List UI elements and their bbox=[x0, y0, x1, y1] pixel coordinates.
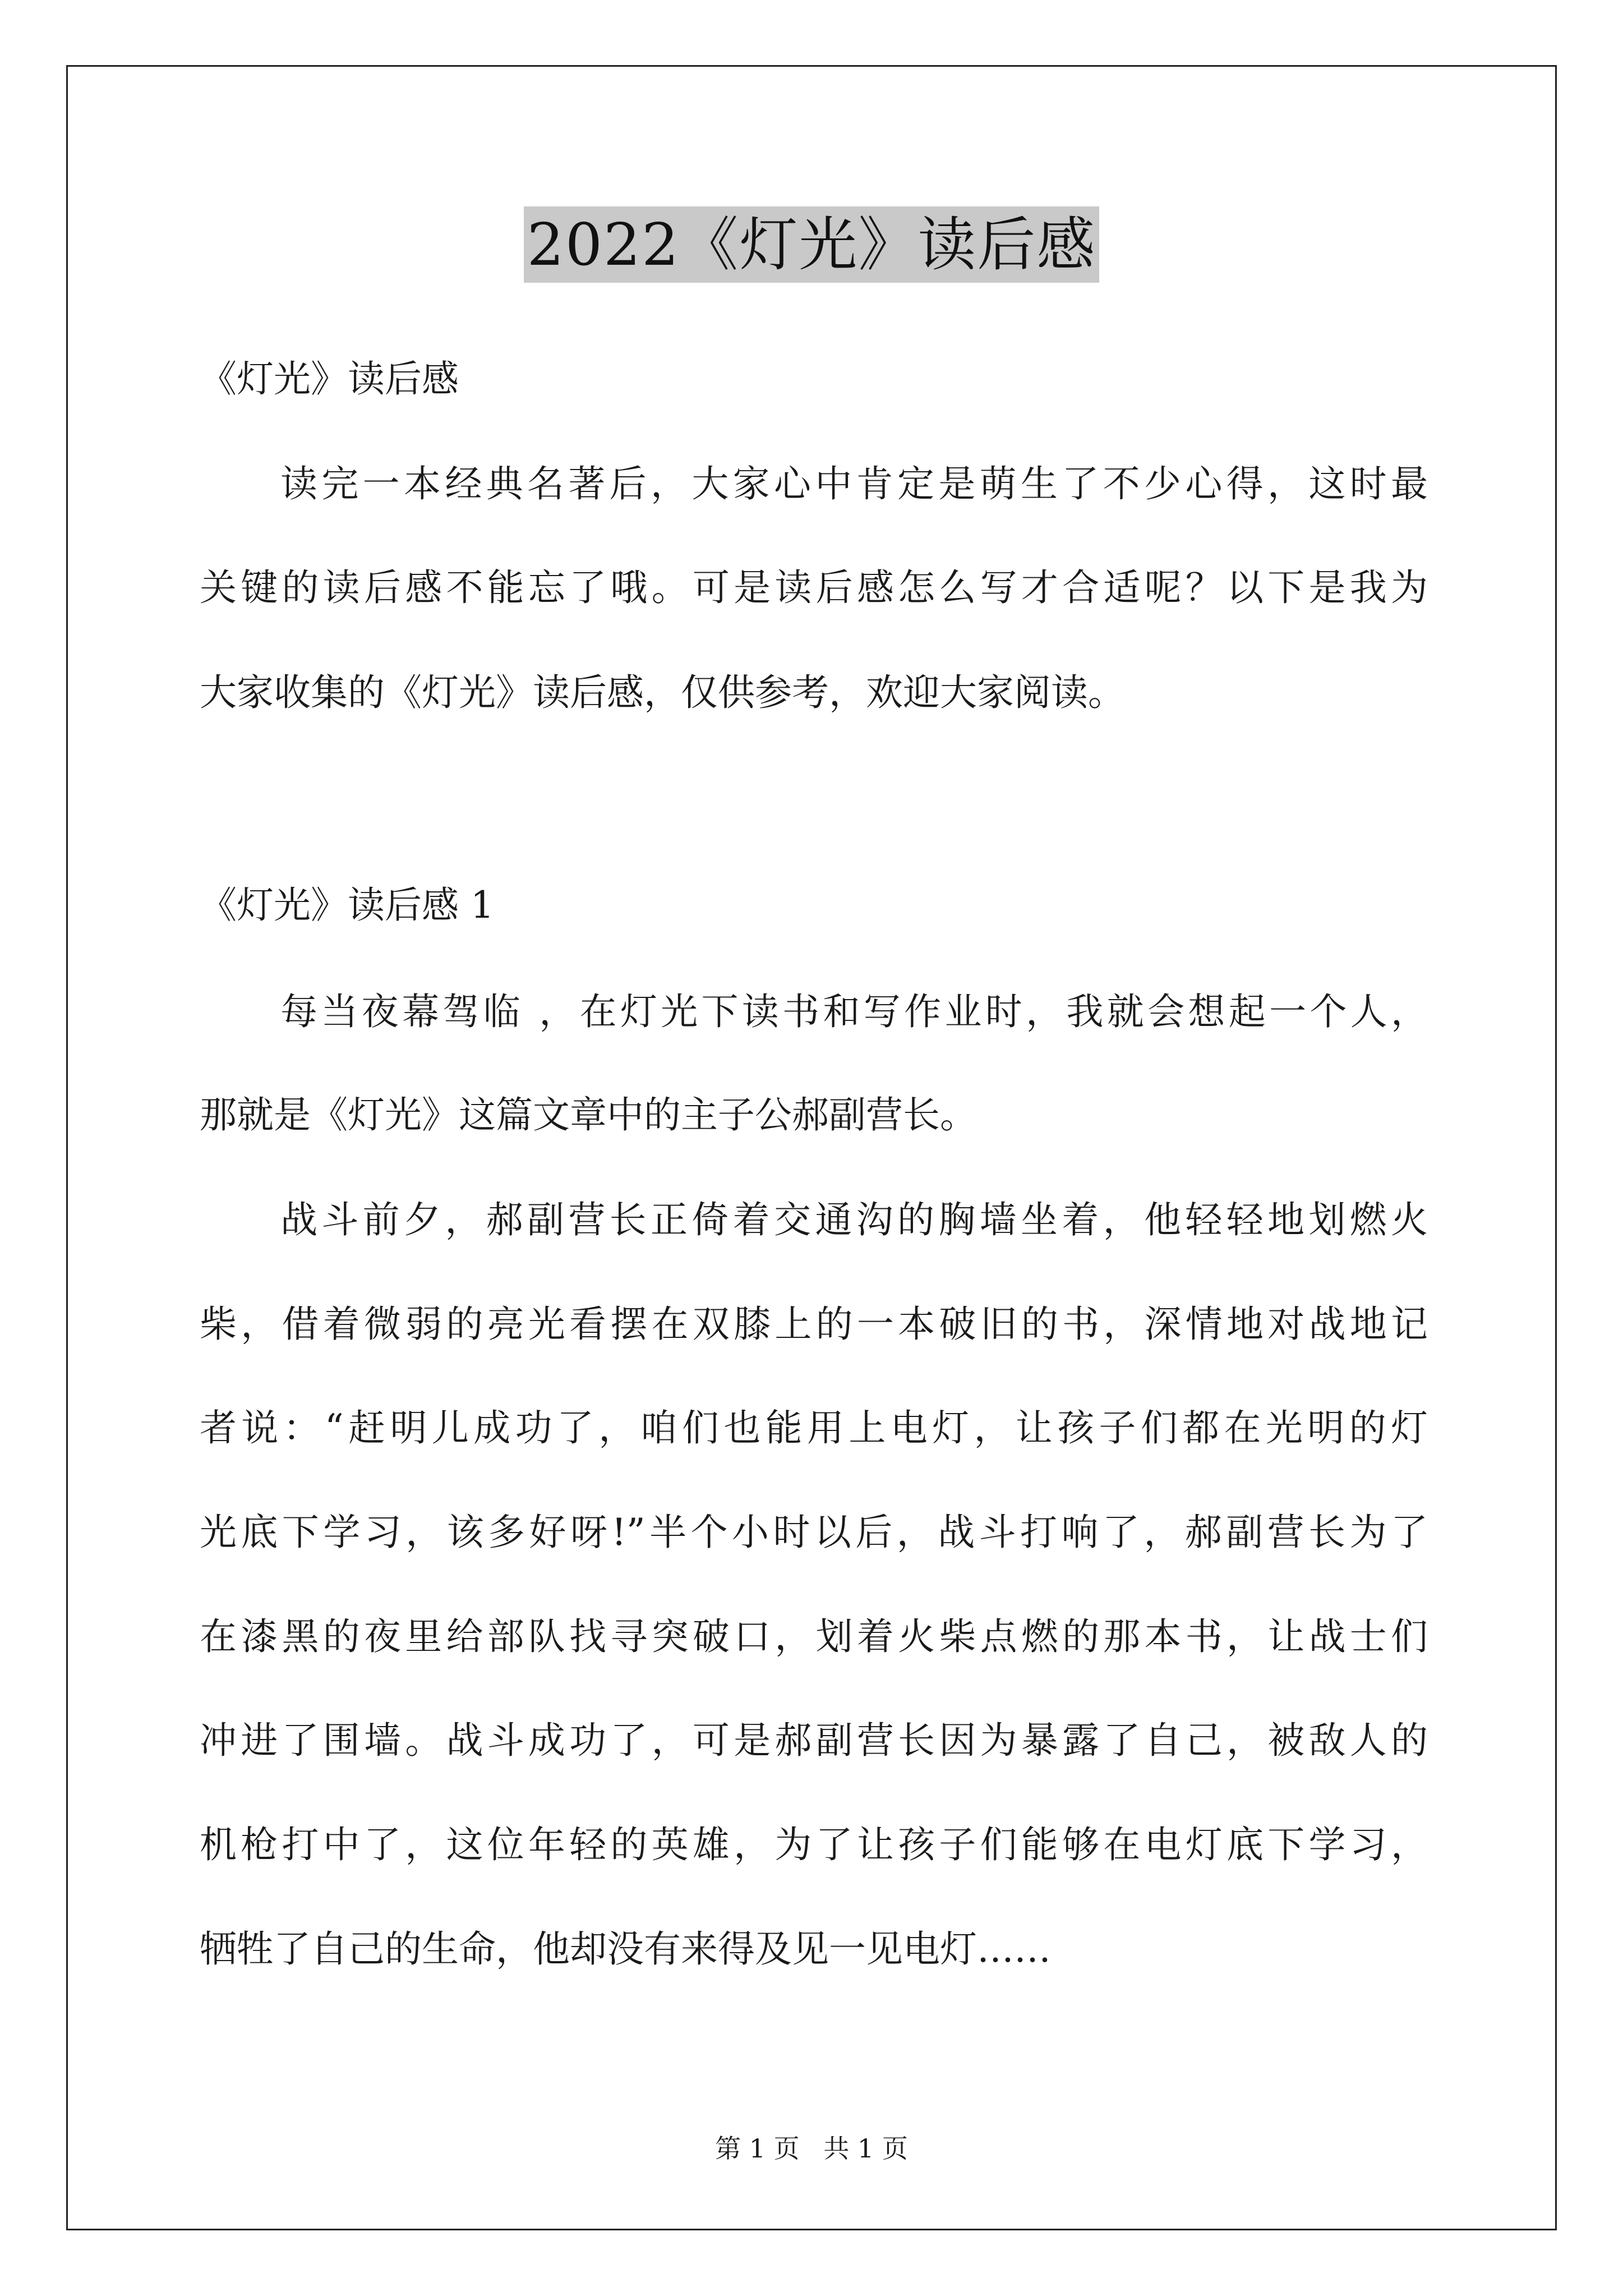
document-title: 2022《灯光》读后感 bbox=[524, 206, 1100, 283]
para2-line-6: 冲进了围墙。战斗成功了，可是郝副营长因为暴露了自己，被敌人的 bbox=[200, 1719, 1428, 1762]
page-footer bbox=[0, 2132, 1623, 2165]
page-number-total: 共 1 页 bbox=[823, 2133, 908, 2164]
section-heading: 《灯光》读后感 1 bbox=[200, 884, 494, 927]
para2-line-4: 光底下学习，该多好呀!”半个小时以后，战斗打响了，郝副营长为了 bbox=[200, 1511, 1428, 1554]
para2-line-1: 战斗前夕，郝副营长正倚着交通沟的胸墙坐着，他轻轻地划燃火 bbox=[280, 1198, 1428, 1241]
para1-line-1: 每当夜幕驾临 ，在灯光下读书和写作业时，我就会想起一个人， bbox=[280, 990, 1428, 1033]
intro-line-2: 关键的读后感不能忘了哦。可是读后感怎么写才合适呢？以下是我为 bbox=[200, 566, 1428, 609]
para2-line-2: 柴，借着微弱的亮光看摆在双膝上的一本破旧的书，深情地对战地记 bbox=[200, 1303, 1428, 1346]
para1-line-2: 那就是《灯光》这篇文章中的主子公郝副营长。 bbox=[200, 1093, 977, 1137]
para2-line-7: 机枪打中了，这位年轻的英雄，为了让孩子们能够在电灯底下学习， bbox=[200, 1823, 1428, 1866]
intro-line-3: 大家收集的《灯光》读后感，仅供参考，欢迎大家阅读。 bbox=[200, 671, 1125, 714]
subtitle: 《灯光》读后感 bbox=[200, 357, 459, 401]
intro-line-1: 读完一本经典名著后，大家心中肯定是萌生了不少心得，这时最 bbox=[280, 462, 1428, 505]
page-number-current: 第 1 页 bbox=[715, 2133, 800, 2164]
para2-line-8: 牺牲了自己的生命，他却没有来得及见一见电灯…… bbox=[200, 1927, 1051, 1971]
para2-line-3: 者说：“赶明儿成功了，咱们也能用上电灯，让孩子们都在光明的灯 bbox=[200, 1406, 1428, 1450]
para2-line-5: 在漆黑的夜里给部队找寻突破口，划着火柴点燃的那本书，让战士们 bbox=[200, 1615, 1428, 1658]
title-container bbox=[0, 206, 1623, 283]
